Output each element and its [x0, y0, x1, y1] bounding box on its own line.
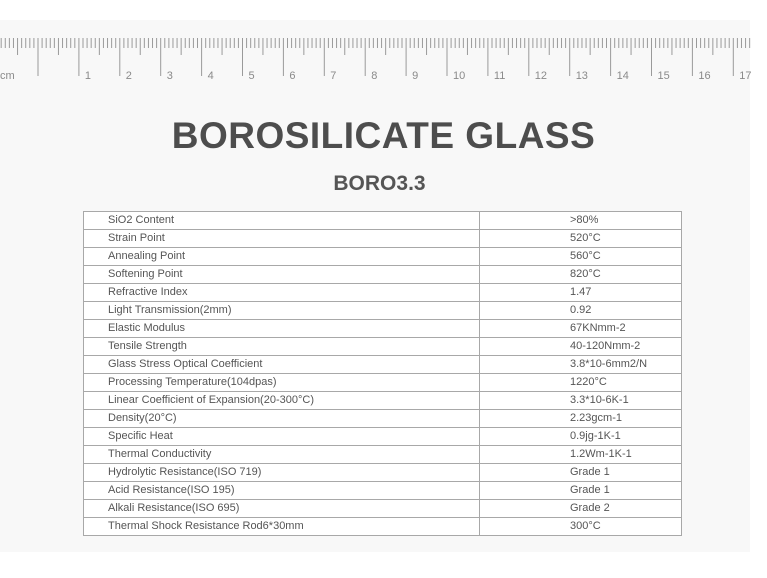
- value-cell: 300°C: [480, 518, 682, 536]
- table-row: [84, 482, 682, 500]
- property-cell: Refractive Index: [84, 284, 480, 302]
- property-cell: Light Transmission(2mm): [84, 302, 480, 320]
- ruler-number-label: 14: [616, 70, 629, 82]
- property-cell: Thermal Conductivity: [84, 446, 480, 464]
- ruler-number-label: 9: [412, 70, 419, 82]
- table-row: [84, 338, 682, 356]
- ruler-number-label: 4: [207, 70, 214, 82]
- table-row: [84, 464, 682, 482]
- table-row: [84, 518, 682, 536]
- page-title: BOROSILICATE GLASS: [171, 115, 596, 156]
- value-cell: 520°C: [480, 230, 682, 248]
- property-cell: SiO2 Content: [84, 212, 480, 230]
- ruler-number-label: 2: [125, 70, 132, 82]
- table-row: [84, 212, 682, 230]
- table-row: [84, 410, 682, 428]
- table-row: [84, 284, 682, 302]
- ruler-number-label: 3: [166, 70, 173, 82]
- table-row: [84, 266, 682, 284]
- table-row: [84, 374, 682, 392]
- ruler-number-label: 1: [84, 70, 92, 82]
- value-cell: >80%: [480, 212, 682, 230]
- property-cell: Linear Coefficient of Expansion(20-300°C): [84, 392, 480, 410]
- value-cell: 0.9jg-1K-1: [480, 428, 682, 446]
- property-cell: Elastic Modulus: [84, 320, 480, 338]
- value-cell: Grade 1: [480, 482, 682, 500]
- spec-table: [83, 211, 682, 536]
- ruler-number-label: 10: [453, 70, 466, 82]
- table-row: [84, 356, 682, 374]
- property-cell: Thermal Shock Resistance Rod6*30mm: [84, 518, 480, 536]
- table-row: [84, 302, 682, 320]
- table-row: [84, 248, 682, 266]
- value-cell: 1220°C: [480, 374, 682, 392]
- ruler-number-label: 5: [248, 70, 255, 82]
- value-cell: 40-120Nmm-2: [480, 338, 682, 356]
- property-cell: Specific Heat: [84, 428, 480, 446]
- ruler-number-label: 7: [330, 70, 337, 82]
- value-cell: 0.92: [480, 302, 682, 320]
- ruler-number-label: 13: [575, 70, 588, 82]
- ruler-number-label: 16: [698, 70, 711, 82]
- page-subtitle: BORO3.3: [333, 172, 426, 195]
- table-row: [84, 230, 682, 248]
- ruler-number-label: 17: [739, 70, 752, 82]
- table-row: [84, 392, 682, 410]
- value-cell: 1.2Wm-1K-1: [480, 446, 682, 464]
- property-cell: Acid Resistance(ISO 195): [84, 482, 480, 500]
- ruler-unit-label: cm: [0, 70, 15, 82]
- ruler-number-label: 15: [657, 70, 670, 82]
- value-cell: 3.8*10-6mm2/N: [480, 356, 682, 374]
- value-cell: 1.47: [480, 284, 682, 302]
- value-cell: 820°C: [480, 266, 682, 284]
- ruler-number-label: 8: [371, 70, 378, 82]
- property-cell: Alkali Resistance(ISO 695): [84, 500, 480, 518]
- ruler-number-label: 12: [534, 70, 548, 82]
- ruler-number-label: 6: [289, 70, 296, 82]
- property-cell: Softening Point: [84, 266, 480, 284]
- property-cell: Density(20°C): [84, 410, 480, 428]
- table-row: [84, 446, 682, 464]
- ruler-graphic: [0, 38, 750, 82]
- property-cell: Glass Stress Optical Coefficient: [84, 356, 480, 374]
- value-cell: 560°C: [480, 248, 682, 266]
- property-cell: Strain Point: [84, 230, 480, 248]
- property-cell: Tensile Strength: [84, 338, 480, 356]
- table-row: [84, 320, 682, 338]
- table-row: [84, 500, 682, 518]
- property-cell: Hydrolytic Resistance(ISO 719): [84, 464, 480, 482]
- value-cell: 2.23gcm-1: [480, 410, 682, 428]
- value-cell: Grade 2: [480, 500, 682, 518]
- property-cell: Processing Temperature(104dpas): [84, 374, 480, 392]
- property-cell: Annealing Point: [84, 248, 480, 266]
- ruler: [0, 38, 750, 82]
- value-cell: 67KNmm-2: [480, 320, 682, 338]
- ruler-number-label: 11: [493, 70, 506, 82]
- value-cell: Grade 1: [480, 464, 682, 482]
- table-row: [84, 428, 682, 446]
- value-cell: 3.3*10-6K-1: [480, 392, 682, 410]
